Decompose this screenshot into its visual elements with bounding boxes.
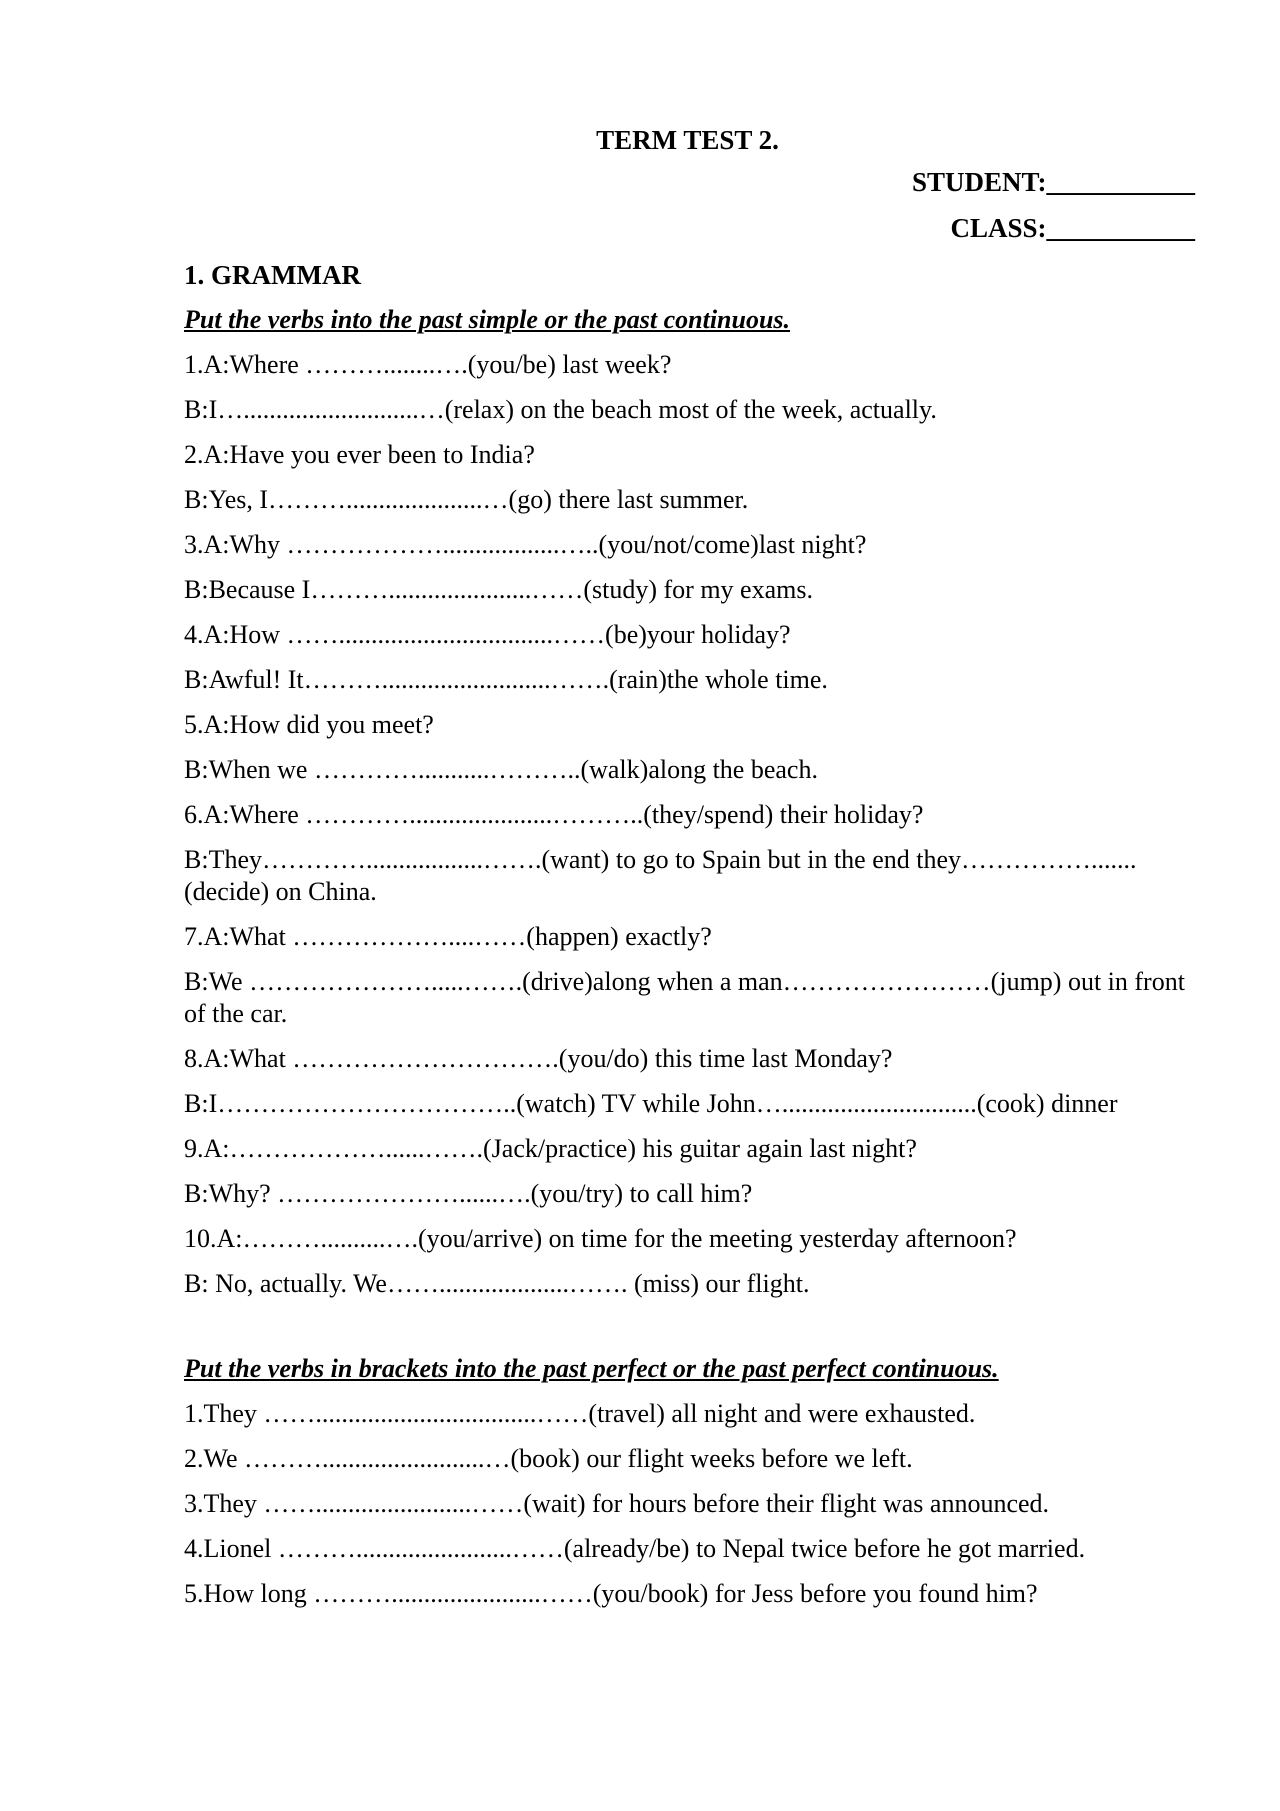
- exercise-line: 4.Lionel ………........................……(already/be) to Nepal twice before he got married.: [184, 1534, 1086, 1563]
- exercise-line: 1.They ……..................................……(travel) all night and were exhausted.: [184, 1399, 976, 1428]
- instruction-past-perfect: Put the verbs in brackets into the past perfect or the past perfect continuous.: [184, 1354, 999, 1383]
- exercise-line: B:They…………..................…….(want) to go to Spain but in the end they…………….......(decide) on China.: [184, 845, 1137, 906]
- exercise-line: 3.A:Why ………………..................…..(you/not/come)last night?: [184, 530, 867, 559]
- section-heading-grammar: 1. GRAMMAR: [184, 260, 361, 290]
- student-field: STUDENT:___________: [911, 167, 1195, 197]
- exercise-line: 5.A:How did you meet?: [184, 710, 434, 739]
- exercise-line: B:When we …………...........………..(walk)along the beach.: [184, 755, 818, 784]
- exercise-line: 4.A:How …….................................……(be)your holiday?: [184, 620, 791, 649]
- exercise-line: 2.A:Have you ever been to India?: [184, 440, 535, 469]
- exercise-line: 2.We ……….........................…(book) our flight weeks before we left.: [184, 1444, 913, 1473]
- instruction-past-simple-continuous: Put the verbs into the past simple or the past continuous.: [184, 305, 791, 334]
- exercise-line: B:Yes, I……….....................…(go) there last summer.: [184, 485, 749, 514]
- exercise-line: B:Why? …………………......….(you/try) to call him?: [184, 1179, 753, 1208]
- exercise-line: 3.They ……........................……(wait) for hours before their flight was announced.: [184, 1489, 1050, 1518]
- exercise-line: 8.A:What ………………………….(you/do) this time last Monday?: [184, 1044, 893, 1073]
- worksheet-content: [184, 259, 1194, 1623]
- page-title: TERM TEST 2.: [596, 125, 779, 155]
- exercise-line: 7.A:What ………………....……(happen) exactly?: [184, 922, 712, 951]
- exercise-line: B:Awful! It………..........................…….(rain)the whole time.: [184, 665, 828, 694]
- exercise-line: 1.A:Where ………........….(you/be) last week?: [184, 350, 672, 379]
- exercise-line: B:I…...........................…(relax) on the beach most of the week, actually.: [184, 395, 937, 424]
- exercise-line: B:Because I………......................……(study) for my exams.: [184, 575, 813, 604]
- exercise-line: 10.A:………..........….(you/arrive) on time for the meeting yesterday afternoon?: [184, 1224, 1017, 1253]
- exercise-line: B:We ………………….....…….(drive)along when a man……………………(jump) out in front of the car.: [184, 967, 1185, 1028]
- exercise-line: 9.A:………………......…….(Jack/practice) his guitar again last night?: [184, 1134, 917, 1163]
- exercise-line: B:I……………………………..(watch) TV while John…..............................(cook) dinner: [184, 1089, 1118, 1118]
- exercise-line: B: No, actually. We……....................……. (miss) our flight.: [184, 1269, 810, 1298]
- exercise-line: 6.A:Where …………......................………..(they/spend) their holiday?: [184, 800, 924, 829]
- section-spacer: [184, 1313, 1194, 1353]
- exercise-line: 5.How long ……….......................……(you/book) for Jess before you found him?: [184, 1579, 1038, 1608]
- class-field: CLASS:___________: [950, 213, 1195, 243]
